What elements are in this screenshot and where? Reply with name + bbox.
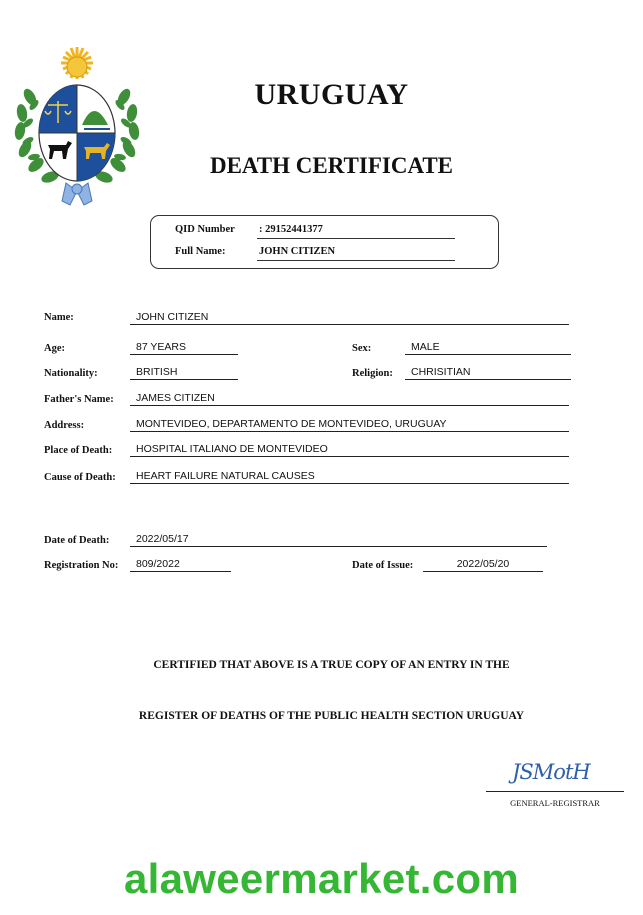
cause-of-death-value: HEART FAILURE NATURAL CAUSES: [130, 469, 569, 484]
nationality-label: Nationality:: [44, 368, 98, 379]
name-value: JOHN CITIZEN: [130, 310, 569, 325]
watermark-text: alaweermarket.com: [124, 855, 519, 902]
registrar-signature: JSMotH: [512, 760, 590, 784]
address-label: Address:: [44, 420, 85, 431]
sun-icon: [61, 47, 93, 79]
father-name-label: Father's Name:: [44, 394, 114, 405]
age-value: 87 YEARS: [130, 340, 238, 355]
cause-of-death-label: Cause of Death:: [44, 472, 116, 483]
registration-value: 809/2022: [130, 557, 231, 572]
ribbon-icon: [62, 183, 92, 205]
sex-value: MALE: [405, 340, 571, 355]
address-value: MONTEVIDEO, DEPARTAMENTO DE MONTEVIDEO, URUGUAY: [130, 417, 569, 432]
signature-line: [486, 791, 624, 792]
religion-label: Religion:: [352, 368, 393, 379]
registration-label: Registration No:: [44, 560, 119, 571]
certification-line-2: REGISTER OF DEATHS OF THE PUBLIC HEALTH SECTION URUGUAY: [138, 710, 525, 722]
certification-line-1: CERTIFIED THAT ABOVE IS A TRUE COPY OF AN ENTRY IN THE: [153, 659, 510, 671]
date-of-death-label: Date of Death:: [44, 535, 110, 546]
id-box: [150, 215, 499, 269]
age-label: Age:: [44, 343, 65, 354]
place-of-death-label: Place of Death:: [44, 445, 113, 456]
name-label: Name:: [44, 312, 74, 323]
religion-value: CHRISITIAN: [405, 365, 571, 380]
date-of-issue-label: Date of Issue:: [352, 560, 414, 571]
date-of-issue-value: 2022/05/20: [423, 557, 543, 572]
nationality-value: BRITISH: [130, 365, 238, 380]
coat-of-arms-emblem: [8, 45, 146, 207]
date-of-death-value: 2022/05/17: [130, 532, 547, 547]
father-name-value: JAMES CITIZEN: [130, 391, 569, 406]
place-of-death-value: HOSPITAL ITALIANO DE MONTEVIDEO: [130, 442, 569, 457]
page-title: URUGUAY: [254, 78, 409, 111]
fullname-value: JOHN CITIZEN: [257, 246, 455, 261]
qid-value: : 29152441377: [257, 224, 455, 239]
document-subtitle: DEATH CERTIFICATE: [209, 153, 454, 178]
sex-label: Sex:: [352, 343, 372, 354]
fullname-label: Full Name:: [175, 246, 226, 257]
qid-label: QID Number: [175, 224, 235, 235]
registrar-title: GENERAL-REGISTRAR: [510, 798, 600, 808]
